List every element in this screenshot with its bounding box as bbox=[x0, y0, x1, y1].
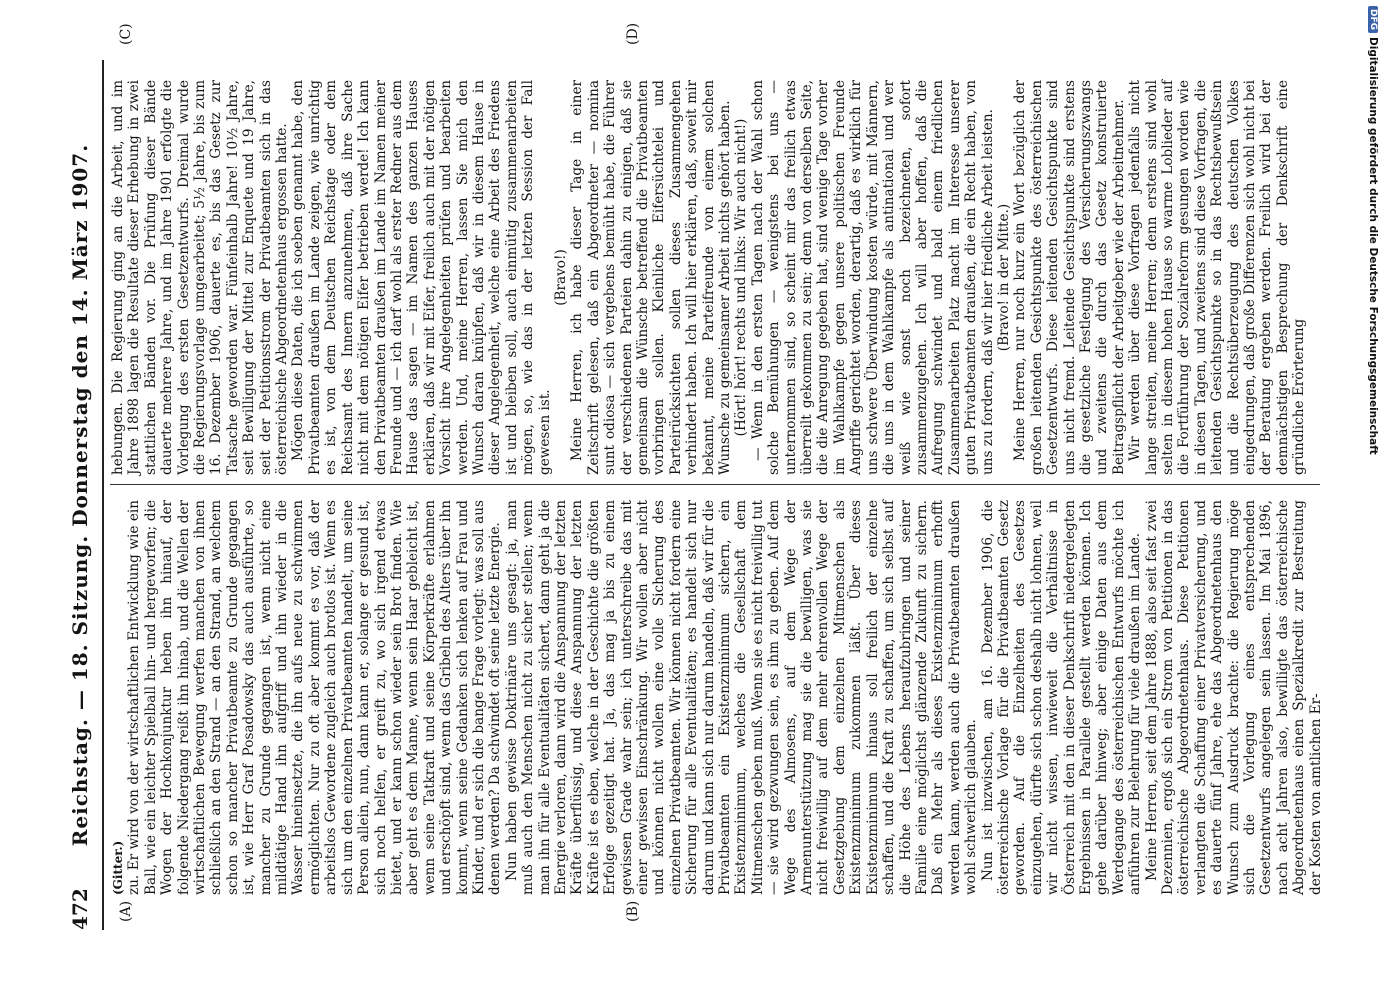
column-divider bbox=[110, 484, 1320, 485]
right-paragraph-1: hebungen. Die Regierung ging an die Arbeit, und im Jahre 1898 lagen die Resultate dieser Erhebung in zwei stattlichen Bänden vor. Die Prüfung dieser Bände dauerte mehrere Jahre, und im Jahre 1901 erfolgte die Vorlegung des ersten Gesetzentwurfs. Dreimal wurde die Regierungsvorlage umgearbeitet; 5½ Jahre, bis zum 16. Dezember 1906, dauerte es, bis das Gesetz zur Tatsache geworden war. Fünfeinhalb Jahre! 10½ Jahre, seit Bewilligung der Mittel zur Enquete und 19 Jahre, seit der Petitionsstrom der Privatbeamten sich in das österreichische Abgeordnetenhaus ergossen hatte. bbox=[110, 80, 291, 475]
margin-marker-b: (B) bbox=[625, 900, 641, 922]
margin-marker-a: (A) bbox=[118, 900, 134, 922]
left-paragraph-1: zu. Er wird von der wirtschaftlichen Entwicklung wie ein Ball, wie ein leichter Spielball hin- und hergeworfen; die Wogen der Hochkonjunktur heben ihn hinauf, der folgende Niedergang reißt ihn hinab, und die Wellen der wirtschaftlichen Bewegung werfen manchen von ihnen schließlich an den Strand — an den Strand, an welchem schon so mancher Privatbeamte zu Grunde gegangen ist, wie Herr Graf Posadowsky das auch ausführte, so mancher zu Grunde gegangen ist, wenn nicht eine mildtätige Hand ihn aufgriff und ihn wieder in die Wasser hineinsetzte, die ihn aufs neue zu schwimmen ermöglichten. Nur zu oft aber kommt es vor, daß der arbeitslos Gewordene zugleich auch brotlos ist. Wenn es sich um den einzelnen Privatbeamten handelt, um seine Person allein, nun, dann kann er, solange er gesund ist, sich noch helfen, er greift zu, wo sich irgend etwas bietet, und er kann schon wieder sein Brot finden. Wie aber geht es dem Manne, wenn sein Haar gebleicht ist, wenn seine Tatkraft und seine Körperkräfte erlahmen und erschöpft sind, wenn das Gribeln des Alters über ihn kommt, wenn seine Gedanken sich lenken auf Frau und Kinder, und er sich die bange Frage vorlegt: was soll aus denen werden? Da schwindet oft seine letzte Energie. bbox=[126, 500, 504, 895]
interjection-bravo: (Bravo!) bbox=[552, 249, 569, 306]
credit-text: Digitalisierung gefördert durch die Deutsche Forschungsgemeinschaft bbox=[1367, 37, 1379, 455]
dfg-logo: DFG bbox=[1368, 6, 1378, 33]
page-header bbox=[60, 60, 100, 930]
right-paragraph-5: Meine Herren, nur noch kurz ein Wort bezüglich der großen leitenden Gesichtspunkte des österreichischen Gesetzentwurfs. Diese leitenden Gesichtspunkte sind uns nicht fremd. Leitende Gesichtspunkte sind erstens die gesetzliche Festlegung des Versicherungszwangs und zweitens die durch das Gesetz konstruierte Beitragspflicht der Arbeitgeber wie der Arbeitnehmer. bbox=[1012, 80, 1127, 475]
interjection-bravo-mitte: (Bravo! in der Mitte.) bbox=[995, 203, 1012, 352]
right-paragraph-6: Wir werden über diese Vorfragen jedenfalls nicht lange streiten, meine Herren; denn erstens sind wohl selten in diesem hohen Hause so warme Loblieder auf die Fortführung der Sozialreform gesungen worden wie in diesen Tagen, und zweitens sind diese Vorfragen, die leitenden Gesichtspunkte so in das Rechtsbewußtsein und die Rechtsüberzeugung des deutschen Volkes eingedrungen, daß große Differenzen sich wohl nicht bei der Beratung ergeben werden. Freilich wird bei der demnächstigen Besprechung der Denkschrift eine gründliche Erörterung bbox=[1127, 80, 1308, 475]
left-paragraph-4: Meine Herren, seit dem Jahre 1888, also seit fast zwei Dezennien, ergoß sich ein Strom von Petitionen in das österreichische Abgeordnetenhaus. Diese Petitionen verlangten die Schaffung einer Privatversicherung, und es dauerte fünf Jahre, ehe das Abgeordnetenhaus den Wunsch zum Ausdruck brachte: die Regierung möge sich die Vorlegung eines entsprechenden Gesetzentwurfs angelegen sein lassen. Im Mai 1896, nach acht Jahren also, bewilligte das österreichische Abgeordnetenhaus einen Spezialkredit zur Bestreitung der Kosten von amtlichen Er- bbox=[1143, 500, 1324, 895]
header-rule bbox=[102, 60, 104, 930]
left-column bbox=[110, 500, 1324, 895]
left-paragraph-2: Nun haben gewisse Doktrinäre uns gesagt: ja, man muß auch den Menschen nicht zu sicher stellen; wenn man ihn für alle Eventualitäten sichert, dann geht ja die Energie verloren, dann wird die Anspannung der letzten Kräfte überflüssig, und diese Anspannung der letzten Kräfte ist es eben, welche in der Geschichte die größten Erfolge gezeitigt hat. Ja, das mag ja bis zu einem gewissen Grade wahr sein; ich unterschreibe das mit einer gewissen Einschränkung. Wir wollen aber nicht und können nicht wollen eine volle Sicherung des einzelnen Privatbeamten. Wir können nicht fordern eine Sicherung für alle Eventualitäten; es handelt sich nur darum und kann sich nur darum handeln, daß wir für die Privatbeamten ein Existenzminimum sichern, ein Existenzminimum, welches die Gesellschaft dem Mitmenschen geben muß. Wenn sie es nicht freiwillig tut — sie wird gezwungen sein, es ihm zu geben. Auf dem Wege des Almosens, auf dem Wege der Armenunterstützung mag sie die bewilligen, was sie nicht freiwillig auf dem mehr ehrenvollen Wege der Gesetzgebung dem einzelnen Mitmenschen als Existenzminimum zukommen läßt. Über dieses Existenzminimum hinaus soll freilich der einzelne schaffen, und die Kraft zu schaffen, um sich selbst auf die Höhe des Lebens heraufzubringen und seiner Familie eine möglichst glänzende Zukunft zu sichern. Daß ein Mehr als dieses Existenzminimum erhofft werden kann, werden auch die Privatbeamten draußen wohl schwerlich glauben. bbox=[503, 500, 980, 895]
interjection-hort: (Hört! hört! rechts und links: Wir auch nicht!) bbox=[733, 118, 750, 437]
right-paragraph-2: Mögen diese Daten, die ich soeben genannt habe, den Privatbeamten draußen im Lande zeigen, wie unrichtig es ist, von dem Deutschen Reichstage oder dem Reichsamt des Innern anzunehmen, daß ihre Sache nicht mit dem nötigen Eifer betrieben werde! Ich kann den Privatbeamten draußen im Lande im Namen meiner Freunde und — ich darf wohl als erster Redner aus dem Hause das sagen — im Namen des ganzen Hauses erklären, daß wir mit Eifer, freilich auch mit der nötigen Vorsicht ihre Angelegenheiten prüfen und bearbeiten werden. Und, meine Herren, lassen Sie mich den Wunsch daran knüpfen, daß wir in diesem Hause in dieser Angelegenheit, welche eine Arbeit des Friedens ist und bleiben soll, auch einmütig zusammenarbeiten mögen, so, wie das in der letzten Session der Fall gewesen ist. bbox=[290, 80, 553, 475]
margin-marker-d: (D) bbox=[625, 22, 641, 45]
right-paragraph-3: Meine Herren, ich habe dieser Tage in einer Zeitschrift gelesen, daß ein Abgeordneter — nomina sunt odiosa — sich vergebens bemüht habe, die Führer der verschiedenen Parteien dahin zu einigen, daß sie gemeinsam die Wünsche betreffend die Privatbeamten vorbringen sollen. Kleinliche Eifersüchtelei und Parteirücksichten sollen dieses Zusammengehen verhindert haben. Ich will hier erklären, daß, soweit mir bekannt, meine Parteifreunde von einem solchen Wunsche zu gemeinsamer Arbeit nichts gehört haben. bbox=[569, 80, 734, 475]
left-paragraph-3: Nun ist inzwischen, am 16. Dezember 1906, die österreichische Vorlage für die Privatbeamten Gesetz geworden. Auf die Einzelheiten des Gesetzes einzugehen, dürfte sich schon deshalb nicht lohnen, weil wir nicht wissen, inwieweit die Verhältnisse in Österreich mit den in dieser Denkschrift niedergelegten Ergebnissen in Parallele gestellt werden können. Ich gehe darüber hinweg; aber einige Daten aus dem Werdegange des österreichischen Entwurfs möchte ich anführen zur Belehrung für viele draußen im Lande. bbox=[979, 500, 1144, 895]
margin-marker-c: (C) bbox=[118, 23, 134, 45]
right-paragraph-4: — Wenn in den ersten Tagen nach der Wahl schon solche Bemühungen — wenigstens bei uns — unternommen sind, so scheint mir das freilich etwas überreilt gekommen zu sein; denn von derselben Seite, die die Anregung gegeben hat, sind wenige Tage vorher im Wahlkampfe gegen unsere politischen Freunde Angriffe gerichtet worden, derartig, daß es wirklich für uns schwere Überwindung kosten würde, mit Männern, die uns in dem Wahlkampfe als antinational und wer weiß wie sonst noch bezeichneten, sofort zusammenzugehen. Ich will aber hoffen, daß die Aufregung schwindet und bald einem friedlichen Zusammenarbeiten Platz macht im Interesse unserer guten Privatbeamten draußen, die ein Recht haben, von uns zu fordern, daß wir hier friedliche Arbeit leisten. bbox=[749, 80, 996, 475]
digitization-credit bbox=[1364, 6, 1382, 994]
page-number: 472 bbox=[68, 888, 92, 930]
running-head: Reichstag. — 18. Sitzung. Donnerstag den 14. März 1907. bbox=[68, 143, 92, 847]
speaker-citation: (Gitter.) bbox=[111, 840, 125, 895]
right-column bbox=[110, 80, 1320, 475]
